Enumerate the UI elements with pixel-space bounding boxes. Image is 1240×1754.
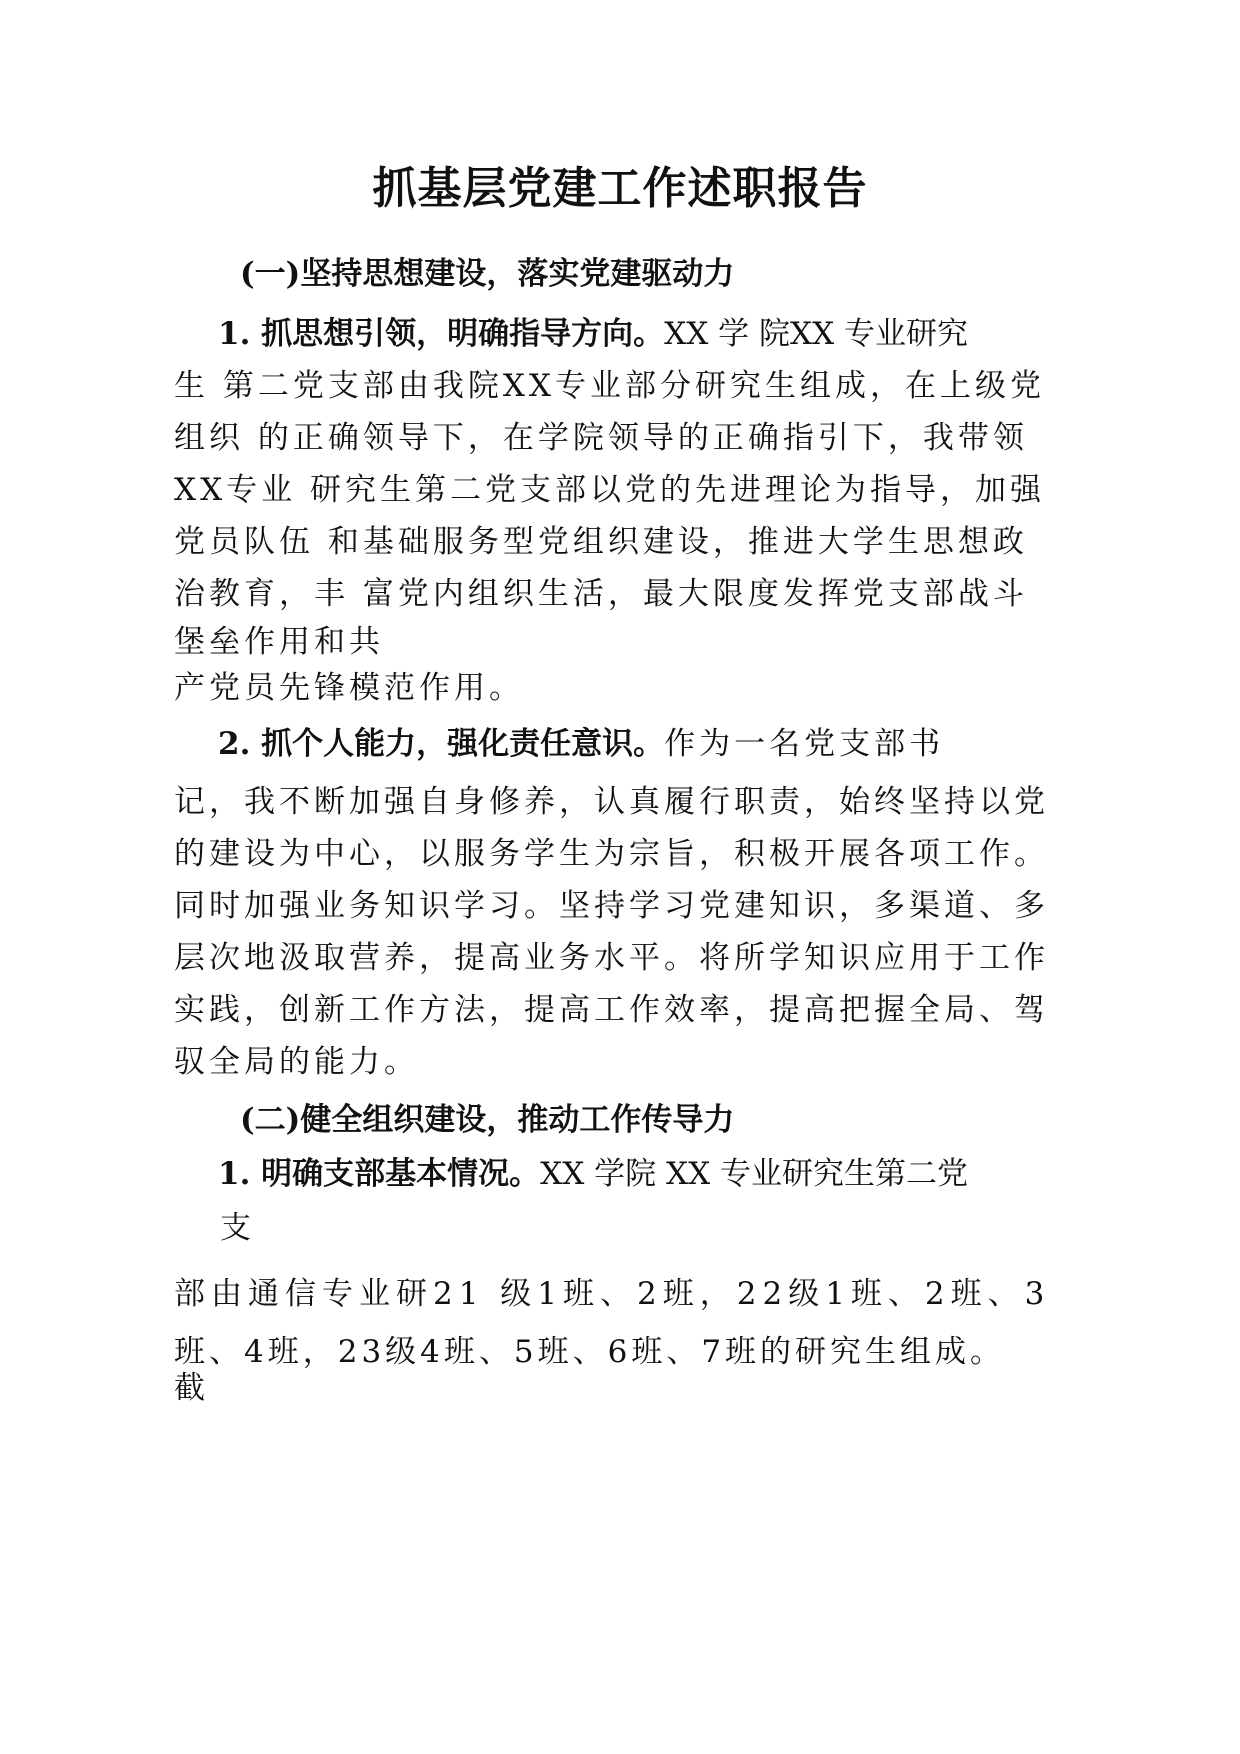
paragraph-line: 支 xyxy=(220,1210,251,1246)
paragraph-line: 产党员先锋模范作用。 xyxy=(174,670,524,706)
paragraph-line: 部由通信专业研21 级1班、2班，22级1班、2班、3 xyxy=(174,1276,1051,1312)
paragraph-line: 组织 的正确领导下，在学院领导的正确指引下，我带领 xyxy=(174,420,1028,456)
paragraph-line: 层次地汲取营养，提高业务水平。将所学知识应用于工作 xyxy=(174,940,1049,976)
paragraph-line: 班、4班，23级4班、5班、6班、7班的研究生组成。 xyxy=(174,1334,1006,1370)
item-lead: 1. 明确支部基本情况。 xyxy=(218,1156,541,1192)
paragraph-line: 治教育，丰 富党内组织生活，最大限度发挥党支部战斗 xyxy=(174,576,1028,612)
paragraph-line xyxy=(218,722,944,766)
paragraph-line: 驭全局的能力。 xyxy=(174,1044,419,1080)
paragraph-line: XX专业 研究生第二党支部以党的先进理论为指导，加强 xyxy=(174,472,1045,508)
paragraph-line: 截 xyxy=(174,1370,205,1406)
paragraph-text: 作为一名党支部书 xyxy=(664,726,945,762)
page-title: 抓基层党建工作述职报告 xyxy=(372,163,868,214)
paragraph-text: XX 学院 XX 专业研究生第二党 xyxy=(540,1156,968,1192)
paragraph-line: 党员队伍 和基础服务型党组织建设，推进大学生思想政 xyxy=(174,524,1028,560)
item-lead: 2. 抓个人能力，强化责任意识。 xyxy=(218,726,665,762)
section-heading: (二)健全组织建设，推动工作传导力 xyxy=(240,1102,735,1138)
paragraph-line: 同时加强业务知识学习。坚持学习党建知识，多渠道、多 xyxy=(174,888,1049,924)
paragraph-text: XX 学 院XX 专业研究 xyxy=(664,316,968,352)
item-lead: 1. 抓思想引领，明确指导方向。 xyxy=(218,316,665,352)
section-heading: (一)坚持思想建设，落实党建驱动力 xyxy=(240,256,735,292)
paragraph-line: 堡垒作用和共 xyxy=(174,624,384,660)
paragraph-line xyxy=(218,312,968,356)
paragraph-line: 生 第二党支部由我院XX专业部分研究生组成，在上级党 xyxy=(174,368,1045,404)
paragraph-line: 实践，创新工作方法，提高工作效率，提高把握全局、驾 xyxy=(174,992,1049,1028)
paragraph-line xyxy=(218,1152,968,1196)
paragraph-line: 的建设为中心，以服务学生为宗旨，积极开展各项工作。 xyxy=(174,836,1049,872)
paragraph-line: 记，我不断加强自身修养，认真履行职责，始终坚持以党 xyxy=(174,784,1049,820)
